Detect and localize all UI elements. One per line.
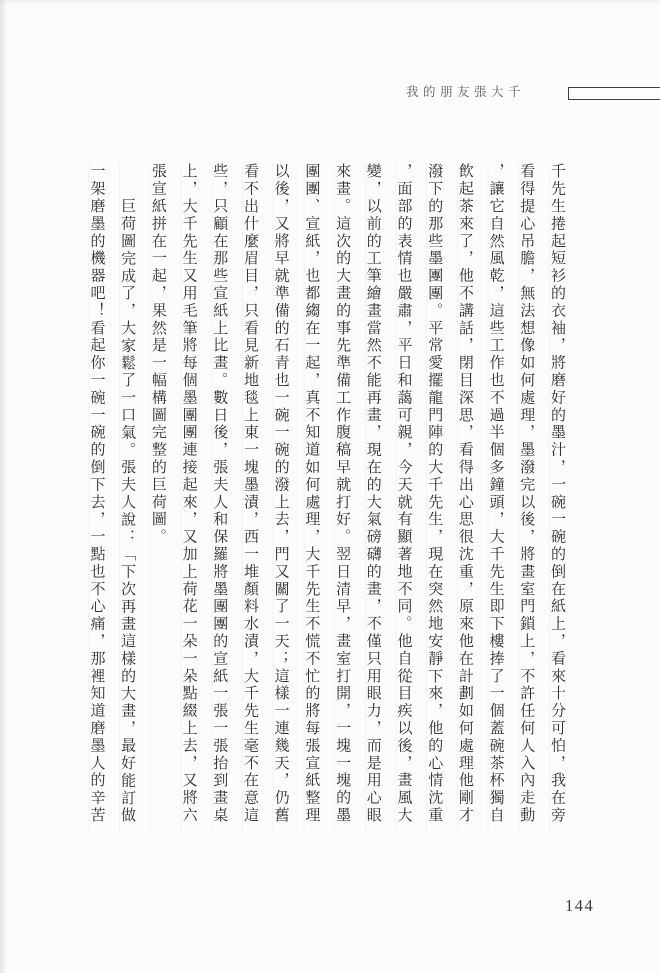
text-column: 來畫。這次的大畫的事先準備工作腹稿早就打好。翌日清早，畫室打開，一塊一塊的墨: [334, 163, 351, 825]
page-number: 144: [565, 896, 595, 915]
text-column: 以後，又將早就準備的石青也一碗一碗的潑上去，門又關了一天；這樣一連幾天，仍舊: [272, 163, 289, 825]
text-column: 變，以前的工筆繪畫當然不能再畫，現在的大氣磅礴的畫，不僅只用眼力，而是用心眼: [364, 163, 381, 825]
header-decorative-box: [568, 87, 660, 100]
running-title: 我的朋友張大千: [406, 85, 526, 99]
text-column: 飲起茶來了，他不講話，閉目深思，看得出心思很沈重，原來他在計劃如何處理他剛才: [456, 163, 473, 825]
text-column: 看不出什麼眉目，只看見新地毯上東一塊墨漬，西一堆顏料水漬，大千先生毫不在意這: [241, 163, 258, 825]
text-column: 張宣紙拼在一起，果然是一幅構圖完整的巨荷圖。: [149, 163, 166, 546]
text-column-paragraph-start: 巨荷圖完成了，大家鬆了一口氣。張夫人說：「下次再畫這樣的大畫，最好能訂做: [119, 198, 136, 825]
text-column: 看得提心吊膽，無法想像如何處理，墨潑完以後，將畫室門鎖上，不許任何人入內走動: [518, 163, 535, 825]
text-column: ，讓它自然風乾，這些工作也不過半個多鐘頭，大千先生即下樓捧了一個蓋碗茶杯獨自: [487, 163, 504, 825]
text-column: 團團、宣紙，也都縐在一起，真不知道如何處理，大千先生不慌不忙的將每張宣紙整理: [303, 163, 320, 825]
text-column: 一架磨墨的機器吧！看起你一碗一碗的倒下去，一點也不心痛，那裡知道磨墨人的辛苦: [88, 163, 105, 825]
text-column: 些，只顧在那些宣紙上比畫。數日後，張夫人和保羅將墨團團的宣紙一張一張抬到畫桌: [211, 163, 228, 825]
main-text-block: [80, 163, 572, 833]
text-column: 上，大千先生又用毛筆將每個墨團團連接起來，又加上荷花一朵一朵點綴上去，又將六: [180, 163, 197, 825]
text-column: ，面部的表情也嚴肅，平日和藹可親，今天就有顯著地不同。他自從目疾以後，畫風大: [395, 163, 412, 825]
text-column: 千先生捲起短衫的衣袖，將磨好的墨汁，一碗一碗的倒在紙上，看來十分可怕，我在旁: [549, 163, 565, 825]
text-column: 潑下的那些墨團團。平常愛擺龍門陣的大千先生，現在突然地安靜下來，他的心情沈重: [426, 163, 443, 825]
page-header: [0, 80, 660, 104]
